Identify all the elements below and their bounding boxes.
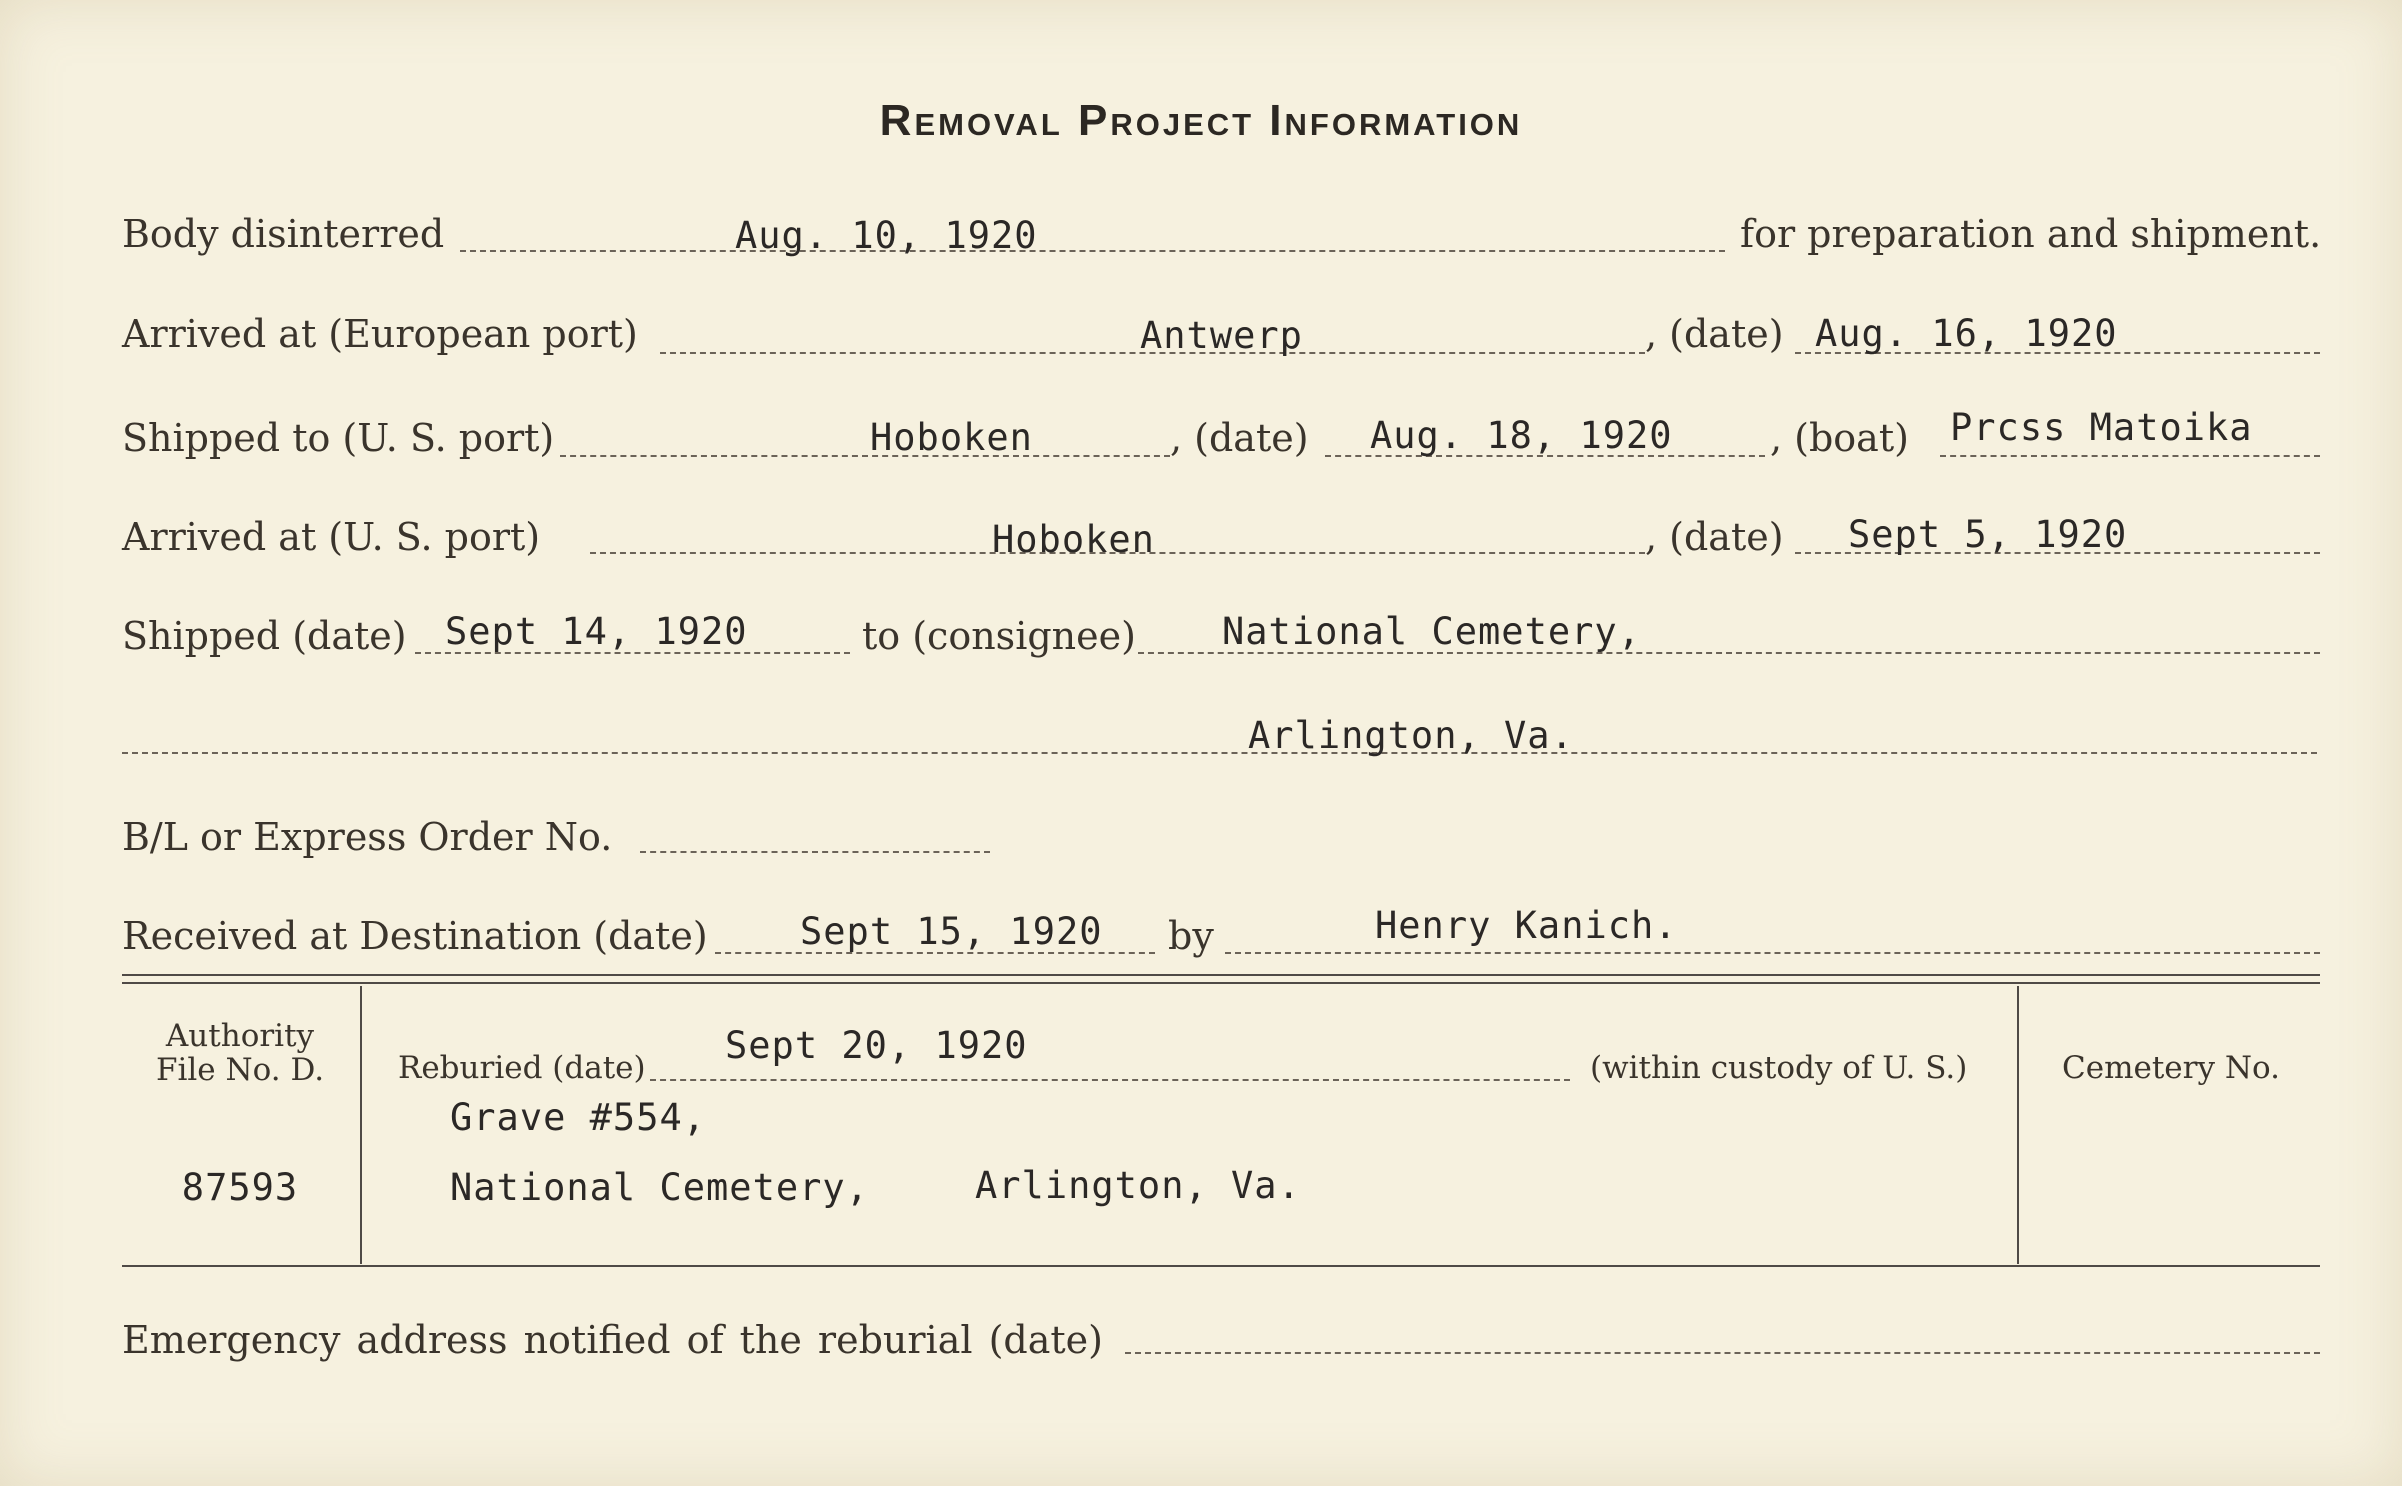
us-port-arrived-value: Hoboken [992,518,1155,561]
reburied-line [650,1079,1570,1081]
cemetery-no-label: Cemetery No. [2062,1050,2280,1086]
boat-value: Prсss Matoika [1950,406,2253,449]
box-top-rule-2 [122,982,2320,984]
consignee-line-2 [122,752,2317,754]
us-port-arrived-label: Arrived at (U. S. port) [122,515,541,559]
shipped-date-label: Shipped (date) [122,614,407,658]
reburial-cemetery: National Cemetery, [450,1166,869,1209]
bl-order-line [640,851,990,853]
european-date-value: Aug. 16, 1920 [1815,312,2118,355]
disinterred-line [460,250,1725,252]
box-top-rule-1 [122,974,2320,976]
european-date-label: , (date) [1645,312,1784,356]
disinterred-suffix: for preparation and shipment. [1740,212,2322,256]
us-shipped-date-value: Aug. 18, 1920 [1370,414,1673,457]
emergency-address-line [1125,1352,2320,1354]
us-port-shipped-label: Shipped to (U. S. port) [122,416,555,460]
box-divider-right [2017,986,2019,1264]
authority-file-no: 87593 [181,1166,299,1209]
consignee-value-1: National Cemetery, [1222,610,1641,653]
shipped-date-value: Sept 14, 1920 [445,610,748,653]
grave-number: Grave #554, [450,1096,707,1139]
authority-label-1: Authority [165,1018,315,1054]
boat-line [1940,455,2320,457]
us-shipped-date-label: , (date) [1170,416,1309,460]
emergency-address-label: Emergency address notified of the reburial (date) [122,1318,1103,1362]
disinterred-date: Aug. 10, 1920 [735,214,1038,257]
bl-order-label: B/L or Express Order No. [122,815,613,859]
reburial-location: Arlington, Va. [975,1164,1301,1207]
received-by-label: by [1168,914,1214,958]
disinterred-label: Body disinterred [122,212,445,256]
boat-label: , (boat) [1770,416,1909,460]
us-port-shipped-line [560,455,1170,457]
consignee-value-2: Arlington, Va. [1248,714,1574,757]
us-port-shipped-value: Hoboken [870,416,1033,459]
reburied-date: Sept 20, 1920 [725,1024,1028,1067]
received-date-value: Sept 15, 1920 [800,910,1103,953]
consignee-label: to (consignee) [862,614,1136,658]
card-title: Removal Project Information [879,96,1523,145]
received-date-label: Received at Destination (date) [122,914,708,958]
box-bottom-rule [122,1265,2320,1267]
received-by-line [1225,952,2320,954]
european-port-value: Antwerp [1140,314,1303,357]
custody-label: (within custody of U. S.) [1590,1050,1968,1086]
box-divider-left [360,986,362,1264]
reburied-label: Reburied (date) [398,1050,646,1086]
received-by-value: Henry Kanich. [1375,904,1678,947]
authority-label-2: File No. D. [155,1052,325,1088]
us-arrived-date-label: , (date) [1645,515,1784,559]
european-port-label: Arrived at (European port) [122,312,638,356]
us-arrived-date-value: Sept 5, 1920 [1848,513,2128,556]
